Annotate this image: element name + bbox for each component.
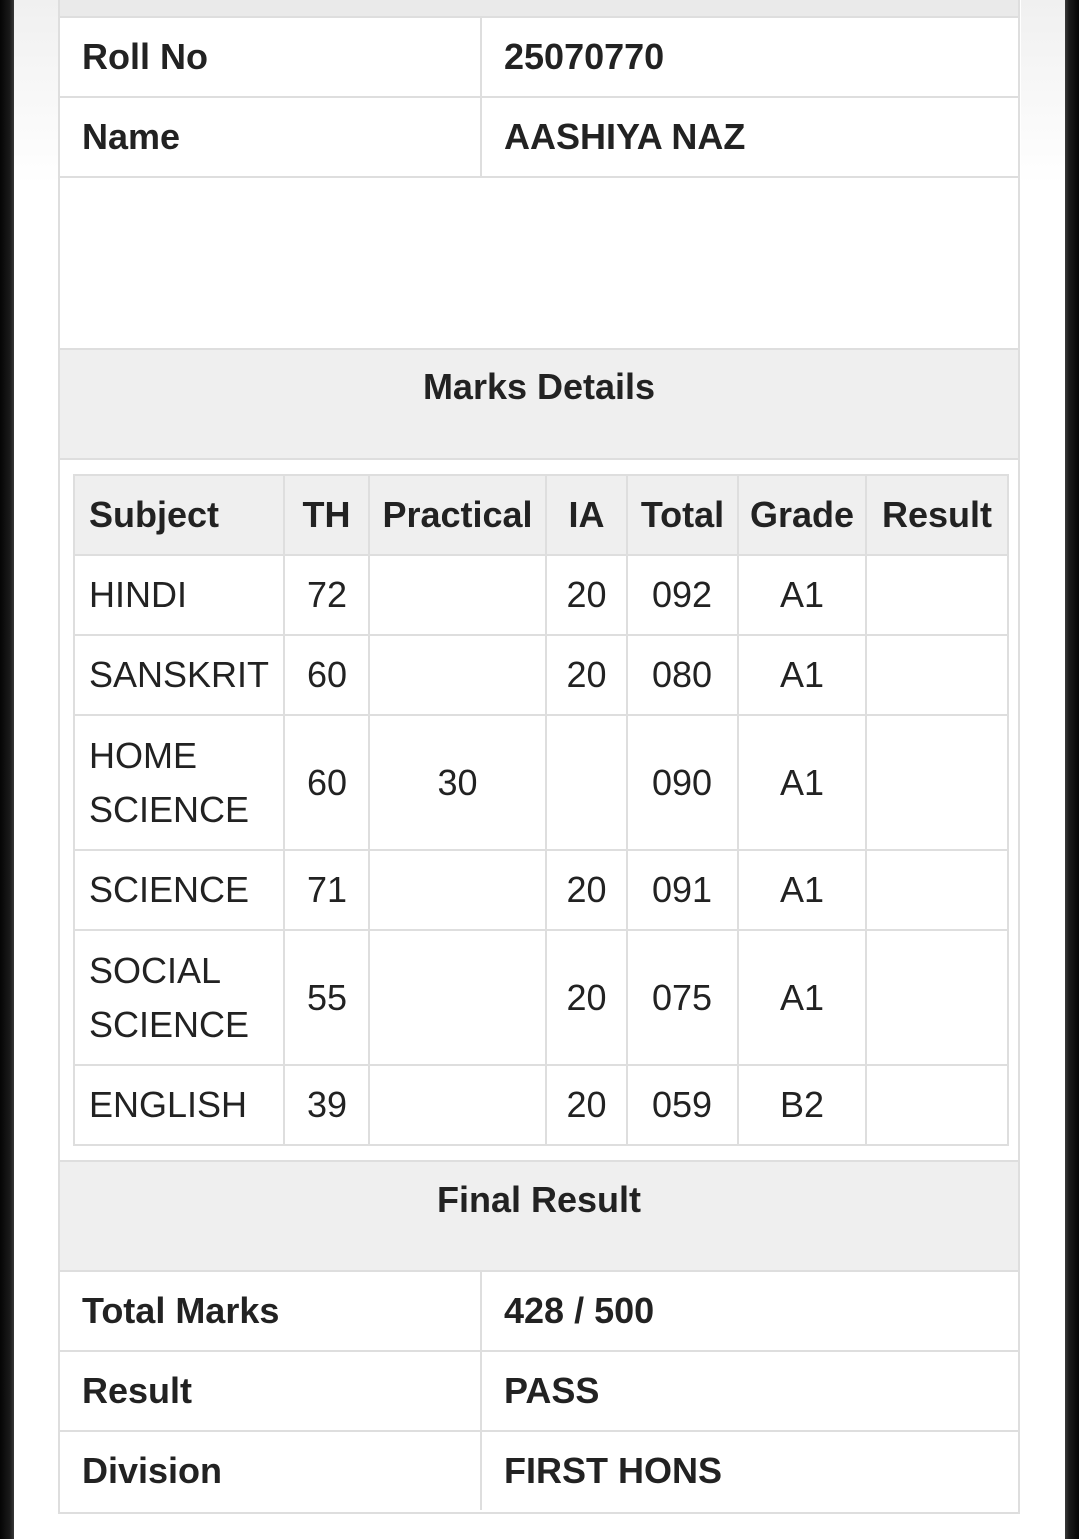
total-cell: 075 <box>627 930 738 1065</box>
division-value: FIRST HONS <box>504 1450 723 1491</box>
header-total: Total <box>627 475 738 555</box>
th-cell: 55 <box>284 930 369 1065</box>
ia-cell: 20 <box>546 555 627 635</box>
table-row <box>74 635 1008 715</box>
header-ia: IA <box>546 475 627 555</box>
practical-cell: 30 <box>369 715 546 850</box>
subject-cell: ENGLISH <box>74 1065 284 1145</box>
card-top-strip <box>60 0 1018 18</box>
table-row <box>74 555 1008 635</box>
grade-cell: A1 <box>738 555 866 635</box>
result-cell <box>866 715 1008 850</box>
header-practical: Practical <box>369 475 546 555</box>
result-value: PASS <box>504 1370 600 1411</box>
ia-cell: 20 <box>546 1065 627 1145</box>
practical-cell <box>369 635 546 715</box>
page-gutter-right <box>1021 0 1065 1539</box>
name-label: Name <box>82 116 181 157</box>
th-cell: 71 <box>284 850 369 930</box>
table-row <box>74 930 1008 1065</box>
table-row <box>74 850 1008 930</box>
total-marks-value: 428 / 500 <box>504 1290 655 1331</box>
total-marks-label: Total Marks <box>82 1290 280 1331</box>
grade-cell: B2 <box>738 1065 866 1145</box>
subject-cell: HOME SCIENCE <box>74 715 284 850</box>
total-marks-row <box>60 1272 1018 1352</box>
page-gutter-left <box>14 0 58 1539</box>
grade-cell: A1 <box>738 930 866 1065</box>
row-divider <box>480 98 482 176</box>
name-value: AASHIYA NAZ <box>504 116 746 157</box>
blank-spacer <box>60 178 1018 350</box>
header-subject: Subject <box>74 475 284 555</box>
grade-cell: A1 <box>738 850 866 930</box>
table-row <box>74 1065 1008 1145</box>
name-row <box>60 98 1018 178</box>
ia-cell <box>546 715 627 850</box>
marks-header-row <box>74 475 1008 555</box>
final-result-heading: Final Result <box>60 1162 1018 1272</box>
result-cell <box>866 555 1008 635</box>
roll-no-label: Roll No <box>82 36 208 77</box>
practical-cell <box>369 850 546 930</box>
total-cell: 080 <box>627 635 738 715</box>
ia-cell: 20 <box>546 850 627 930</box>
row-divider <box>480 1432 482 1510</box>
grade-cell: A1 <box>738 635 866 715</box>
division-row <box>60 1432 1018 1512</box>
th-cell: 60 <box>284 715 369 850</box>
result-cell <box>866 1065 1008 1145</box>
header-th: TH <box>284 475 369 555</box>
subject-cell: SCIENCE <box>74 850 284 930</box>
total-cell: 090 <box>627 715 738 850</box>
table-row <box>74 715 1008 850</box>
total-cell: 091 <box>627 850 738 930</box>
row-divider <box>480 18 482 96</box>
result-card <box>58 0 1020 1514</box>
result-cell <box>866 635 1008 715</box>
total-cell: 059 <box>627 1065 738 1145</box>
marks-details-heading: Marks Details <box>60 350 1018 460</box>
subject-cell: SANSKRIT <box>74 635 284 715</box>
total-cell: 092 <box>627 555 738 635</box>
result-label: Result <box>82 1370 193 1411</box>
marks-table <box>73 474 1009 1146</box>
division-label: Division <box>82 1450 223 1491</box>
roll-no-row <box>60 18 1018 98</box>
row-divider <box>480 1352 482 1430</box>
subject-cell: HINDI <box>74 555 284 635</box>
result-cell <box>866 930 1008 1065</box>
practical-cell <box>369 930 546 1065</box>
grade-cell: A1 <box>738 715 866 850</box>
practical-cell <box>369 1065 546 1145</box>
header-grade: Grade <box>738 475 866 555</box>
th-cell: 72 <box>284 555 369 635</box>
row-divider <box>480 1272 482 1350</box>
ia-cell: 20 <box>546 930 627 1065</box>
subject-cell: SOCIAL SCIENCE <box>74 930 284 1065</box>
header-result: Result <box>866 475 1008 555</box>
result-row <box>60 1352 1018 1432</box>
marks-table-container <box>60 460 1018 1162</box>
roll-no-value: 25070770 <box>504 36 665 77</box>
result-cell <box>866 850 1008 930</box>
screen-edge-right <box>1065 0 1079 1539</box>
th-cell: 60 <box>284 635 369 715</box>
th-cell: 39 <box>284 1065 369 1145</box>
screen-edge-left <box>0 0 14 1539</box>
ia-cell: 20 <box>546 635 627 715</box>
practical-cell <box>369 555 546 635</box>
